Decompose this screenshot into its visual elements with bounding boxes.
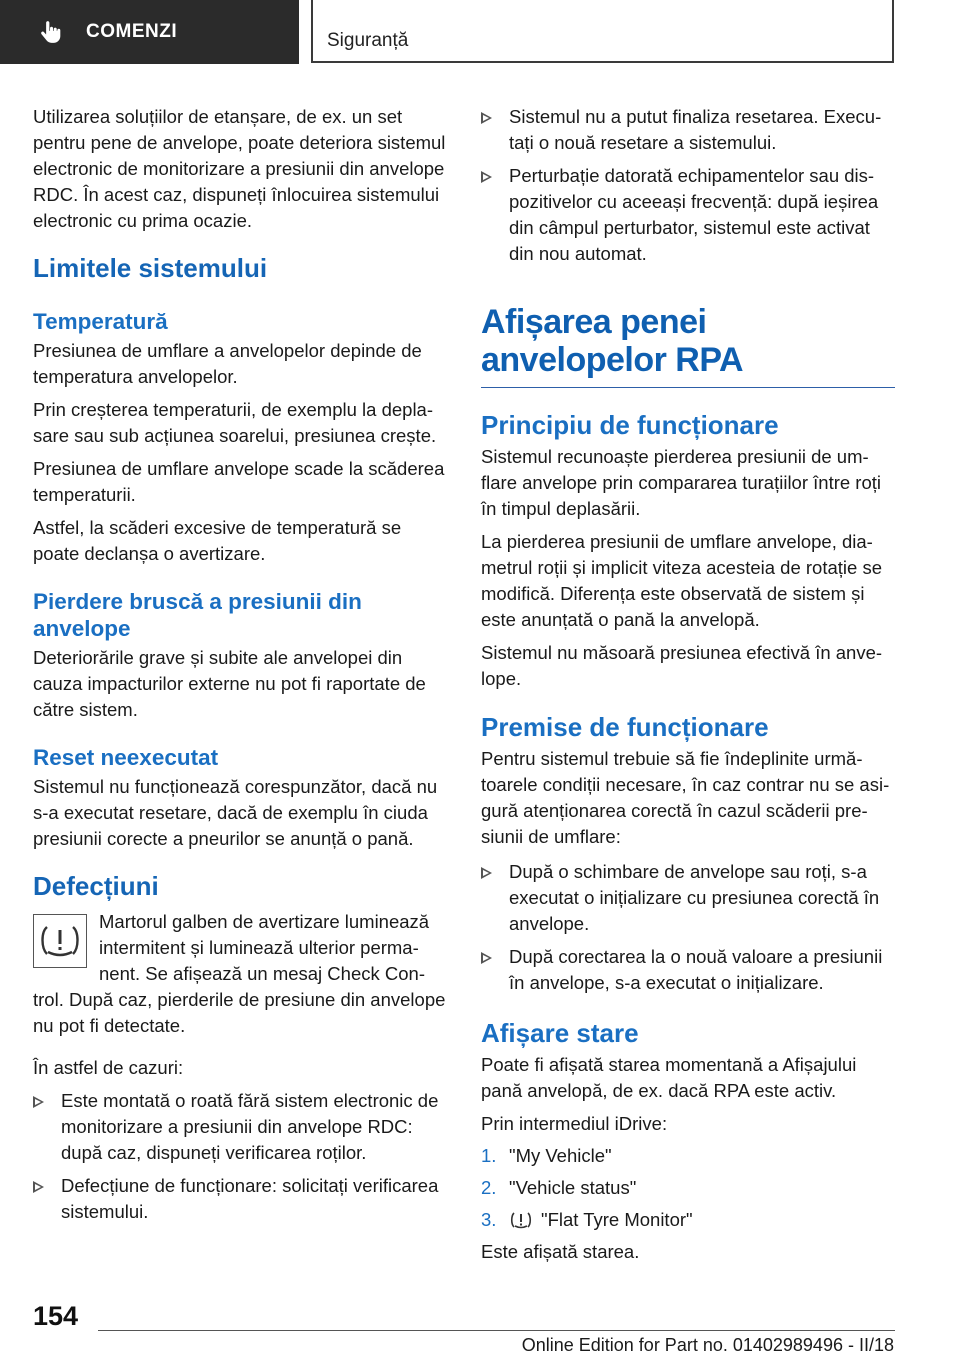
reset-paragraph: Sistemul nu funcționează corespunzător, dacă nu s-a executat resetare, dacă de exemplu în ciuda presiunii corecte a pneurilor se anunță o pană. xyxy=(33,776,438,849)
triangle-bullet-icon xyxy=(481,171,492,183)
list-item: Sistemul nu a putut finaliza resetarea. Executați o nouă resetare a sistemului. xyxy=(481,104,895,156)
principle-paragraph-3: Sistemul nu măsoară presiunea efectivă în anvelope. xyxy=(481,642,883,689)
sudden-loss-heading: Pierdere bruscă a presiunii din anvelope xyxy=(33,589,362,641)
faults-warning-box xyxy=(33,914,87,968)
cases-list xyxy=(33,1088,449,1225)
temperature-paragraph-2: Prin creșterea temperaturii, de exemplu la deplasare sau sub acțiunea soarelui, presiunea crește. xyxy=(33,399,437,446)
list-item: După o schimbare de anvelope sau roți, s-a executat o inițializare cu presiunea corectă în anvelope. xyxy=(481,859,895,937)
list-item: Perturbație datorată echipamentelor sau dispozitivelor cu aceeași frecvență: după ieșirea din câmpul perturbator, sistemul este activat din nou automat. xyxy=(481,163,895,267)
tire-pressure-warning-icon xyxy=(38,924,82,958)
triangle-bullet-icon xyxy=(481,952,492,964)
temperature-heading: Temperatură xyxy=(33,309,168,334)
step-item: 2. "Vehicle status" xyxy=(481,1177,637,1198)
list-item: După corectarea la o nouă valoare a presiunii în anvelope, s-a executat o inițializare. xyxy=(481,944,895,996)
faults-block xyxy=(33,909,449,1039)
faults-heading: Defecțiuni xyxy=(33,871,159,901)
list-item: Defecțiune de funcționare: solicitați verificarea sistemului. xyxy=(33,1173,449,1225)
left-column xyxy=(33,104,449,1225)
cases-list-continued xyxy=(481,104,895,267)
reset-heading: Reset neexecutat xyxy=(33,745,219,770)
right-column xyxy=(481,104,895,1265)
hand-pointer-icon xyxy=(38,19,64,45)
section-tab[interactable] xyxy=(0,0,299,64)
idrive-steps xyxy=(481,1143,895,1233)
temperature-paragraph-3: Presiunea de umflare anvelope scade la scăderea temperaturii. xyxy=(33,458,445,505)
principle-heading: Principiu de funcționare xyxy=(481,410,779,440)
premises-paragraph: Pentru sistemul trebuie să fie îndeplinite următoarele condiții necesare, în caz contrar nu se asigură atenționarea corectă în cazul scăderii presiunii de umflare: xyxy=(481,748,890,847)
triangle-bullet-icon xyxy=(33,1181,44,1193)
cases-intro: În astfel de cazuri: xyxy=(33,1057,184,1078)
footer-edition: Online Edition for Part no. 01402989496 - II/18 xyxy=(521,1335,894,1355)
status-paragraph-2: Prin intermediul iDrive: xyxy=(481,1113,668,1134)
triangle-bullet-icon xyxy=(481,867,492,879)
rpa-heading: Afișarea penei anvelopelor RPA xyxy=(481,303,744,379)
premises-list xyxy=(481,859,895,996)
faults-paragraph: Martorul galben de avertizare luminează intermitent și luminează ulterior permanent. Se afișează un mesaj Check Control. După caz, pierderile de presiune din anvelope nu pot fi detectate. xyxy=(33,911,446,1036)
list-item: Este montată o roată fără sistem electronic de monitorizare a presiunii din anvelope RDC: după caz, dispuneți verificarea roților. xyxy=(33,1088,449,1166)
tire-pressure-warning-icon xyxy=(509,1211,533,1229)
chapter-header xyxy=(311,0,894,63)
chapter-title: Siguranță xyxy=(327,30,409,51)
section-tab-label: COMENZI xyxy=(86,21,178,42)
status-paragraph-1: Poate fi afișată starea momentană a Afișajului pană anvelopă, de ex. dacă RPA este activ. xyxy=(481,1054,857,1101)
status-heading: Afișare stare xyxy=(481,1018,639,1048)
sudden-loss-paragraph: Deteriorările grave și subite ale anvelopei din cauza impacturilor externe nu pot fi raportate de către sistem. xyxy=(33,647,426,720)
heading-divider xyxy=(481,387,895,388)
intro-paragraph: Utilizarea soluțiilor de etanșare, de ex. un set pentru pene de anvelope, poate deteriora sistemul electronic de monitorizare a presiunii din anvelope RDC. În acest caz, dispuneți înlocuirea sistemului electronic cu prima ocazie. xyxy=(33,106,446,231)
temperature-paragraph-4: Astfel, la scăderi excesive de temperatură se poate declanșa o avertizare. xyxy=(33,517,402,564)
principle-paragraph-1: Sistemul recunoaște pierderea presiunii de umflare anvelope prin compararea turațiilor între roți în timpul deplasării. xyxy=(481,446,881,519)
principle-paragraph-2: La pierderea presiunii de umflare anvelope, diametrul roții și implicit viteza acesteia de rotație se modifică. Diferența este observată de sistem și este anunțată o pană la anvelopă. xyxy=(481,531,882,630)
step-item: 1. "My Vehicle" xyxy=(481,1145,612,1166)
triangle-bullet-icon xyxy=(33,1096,44,1108)
limits-heading: Limitele sistemului xyxy=(33,253,268,283)
temperature-paragraph-1: Presiunea de umflare a anvelopelor depinde de temperatura anvelopelor. xyxy=(33,340,422,387)
status-result: Este afișată starea. xyxy=(481,1241,640,1262)
footer-divider xyxy=(98,1330,895,1331)
premises-heading: Premise de funcționare xyxy=(481,712,769,742)
triangle-bullet-icon xyxy=(481,112,492,124)
page-number: 154 xyxy=(33,1301,79,1331)
step-item: 3. "Flat Tyre Monitor" xyxy=(481,1209,693,1230)
